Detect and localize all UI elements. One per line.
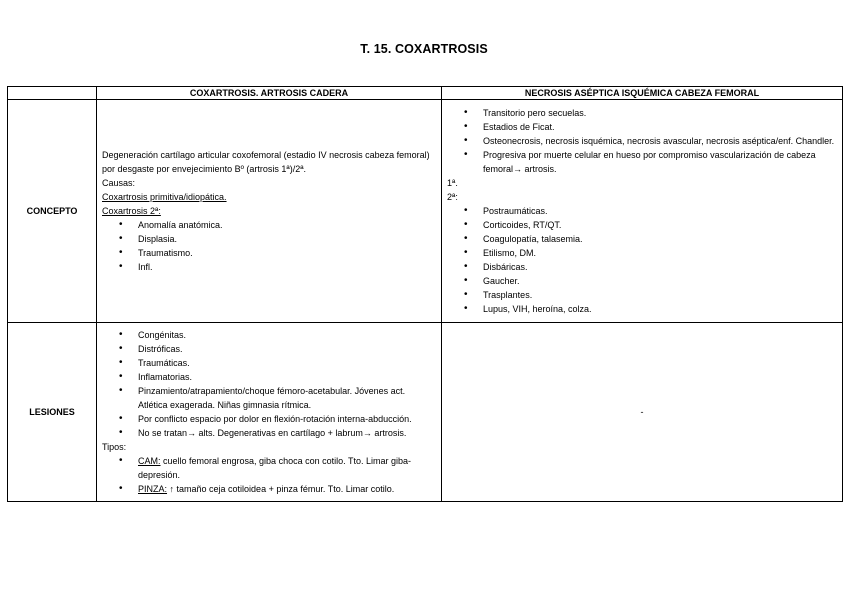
lesiones-coxartrosis-cell [97, 323, 442, 502]
header-empty [8, 87, 97, 100]
necrosis-concept-list [447, 106, 837, 176]
list-item: • Gaucher. [483, 274, 837, 288]
header-row [8, 87, 843, 100]
content-table [7, 86, 843, 502]
tipos-label: Tipos: [102, 442, 127, 452]
list-item: • Distróficas. [138, 342, 436, 356]
necrosis-causes-list [447, 204, 837, 316]
concepto-necrosis-cell [442, 100, 843, 323]
list-item: • Displasia. [138, 232, 436, 246]
causas-label: Causas: [102, 178, 136, 188]
list-item: • Pinzamiento/atrapamiento/choque fémoro-acetabular. Jóvenes act. Atlética exagerada. Niñas gimnasia rítmica. [138, 384, 436, 412]
list-item-pinza [138, 482, 436, 496]
concepto-definition: Degeneración cartílago articular coxofemoral (estadio IV necrosis cabeza femoral) por desgaste por envejecimiento Bº (artrosis 1ª)/2ª. [102, 150, 430, 174]
list-item: • Osteonecrosis, necrosis isquémica, necrosis avascular, necrosis aséptica/enf. Chandler. [483, 134, 837, 148]
concepto-coxartrosis-cell [97, 100, 442, 323]
list-item: • Por conflicto espacio por dolor en flexión-rotación interna-abducción. [138, 412, 436, 426]
list-item: • Progresiva por muerte celular en hueso por compromiso vascularización de cabeza femoral→ artrosis. [483, 148, 837, 176]
list-item: • No se tratan→ alts. Degenerativas en cartílago + labrum→ artrosis. [138, 426, 436, 440]
necrosis-secundaria: 2ª: [447, 192, 458, 202]
cam-label: CAM: [138, 456, 161, 466]
list-item: • Traumáticas. [138, 356, 436, 370]
list-item: • Congénitas. [138, 328, 436, 342]
list-item: • Coagulopatía, talasemia. [483, 232, 837, 246]
header-coxartrosis: COXARTROSIS. ARTROSIS CADERA [97, 87, 442, 100]
list-item: • Traumatismo. [138, 246, 436, 260]
pinza-text: ↑ tamaño ceja cotiloidea + pinza fémur. Tto. Limar cotilo. [167, 484, 395, 494]
tipos-list [102, 454, 436, 496]
coxartrosis-primitiva: Coxartrosis primitiva/idiopática. [102, 192, 227, 202]
list-item-cam [138, 454, 436, 482]
row-lesiones [8, 323, 843, 502]
row-label-lesiones: LESIONES [8, 323, 97, 502]
list-item: • Trasplantes. [483, 288, 837, 302]
list-item: • Disbáricas. [483, 260, 837, 274]
header-necrosis: NECROSIS ASÉPTICA ISQUÉMICA CABEZA FEMORAL [442, 87, 843, 100]
pinza-label: PINZA: [138, 484, 168, 494]
list-item: • Corticoides, RT/QT. [483, 218, 837, 232]
list-item: • Postraumáticas. [483, 204, 837, 218]
list-item: • Lupus, VIH, heroína, colza. [483, 302, 837, 316]
necrosis-primaria: 1ª. [447, 178, 458, 188]
cam-text: cuello femoral engrosa, giba choca con cotilo. Tto. Limar giba-depresión. [138, 456, 411, 480]
list-item: • Inflamatorias. [138, 370, 436, 384]
list-item: • Estadios de Ficat. [483, 120, 837, 134]
coxartrosis-secundaria: Coxartrosis 2ª: [102, 206, 161, 216]
list-item: • Infl. [138, 260, 436, 274]
list-item: • Anomalía anatómica. [138, 218, 436, 232]
lesiones-necrosis-cell: - [442, 323, 843, 502]
lesiones-list [102, 328, 436, 440]
page-title: T. 15. COXARTROSIS [360, 42, 488, 56]
list-item: • Transitorio pero secuelas. [483, 106, 837, 120]
row-label-concepto: CONCEPTO [8, 100, 97, 323]
row-concepto [8, 100, 843, 323]
list-item: • Etilismo, DM. [483, 246, 837, 260]
causas-list [102, 218, 436, 274]
